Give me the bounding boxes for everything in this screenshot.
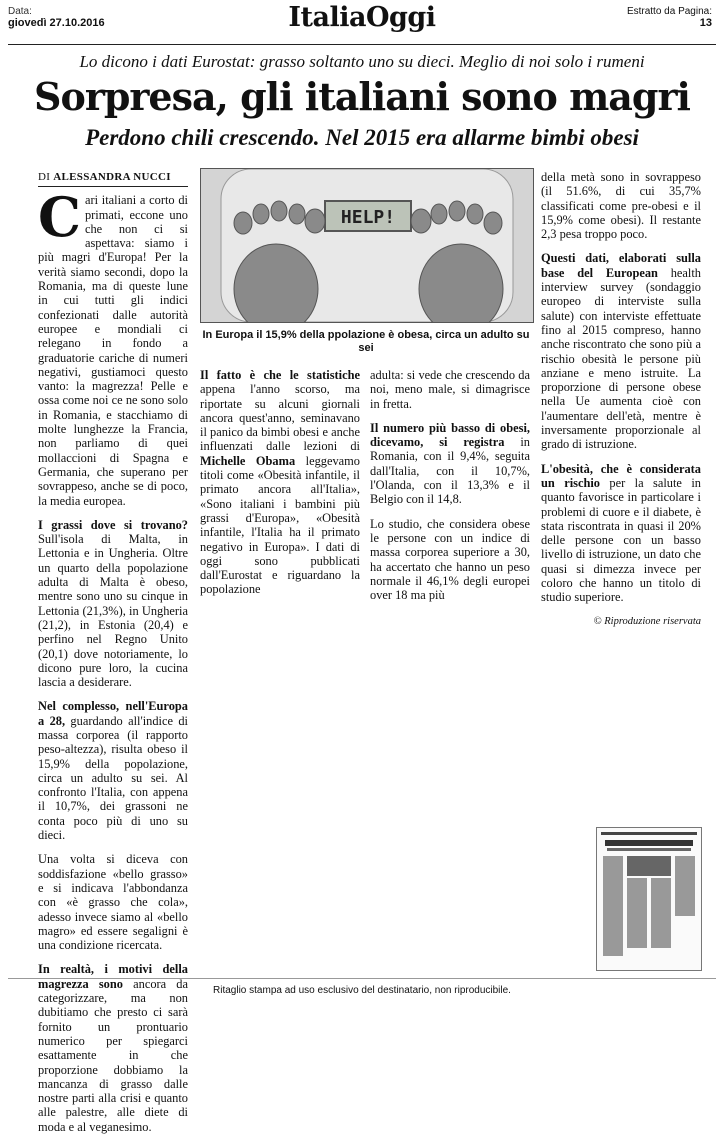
paragraph-lead: In realtà, i motivi della magrezza sono xyxy=(38,962,188,991)
paragraph xyxy=(370,368,530,411)
paragraph-text: guardando all'indice di massa corporea (il rapporto peso-altezza), risulta obeso il 15,9% della popolazione, circa un adulto su sei. Al confronto l'Italia, con appena il 10,7%, dei grassoni ne conta poco più di uno su dieci. xyxy=(38,713,189,843)
photo-caption: In Europa il 15,9% della ppolazione è obesa, circa un adulto su sei xyxy=(202,329,530,354)
paragraph xyxy=(200,368,360,597)
scale-illustration xyxy=(201,169,533,322)
paragraph-text: Lo studio, che considera obese le persone con un indice di massa corporea superiore a 30, ha accertato che hanno un peso normale il 46,1% degli europei over 18 ma più xyxy=(370,516,530,603)
column-4 xyxy=(541,170,701,629)
page-block xyxy=(627,6,712,29)
page-thumbnail-image xyxy=(597,828,701,970)
paragraph-lead: Nel complesso, nell'Europa a 28, xyxy=(38,699,188,728)
paragraph-lead: L'obesità, che è considerata un rischio xyxy=(541,461,701,490)
page-number: 13 xyxy=(699,17,712,29)
paragraph-text: ancora da categorizzare, ma non dubitiamo che presto ci sarà fornito un prontuario numerico per spiegarci esattamente in che proporzione dobbiamo la mancanza di grasso dalle nostre parti alla crisi e quanto alle palestre, alle diete di moda e al veganesimo. xyxy=(38,976,188,1134)
date-value: giovedì 27.10.2016 xyxy=(8,17,105,29)
page-thumbnail xyxy=(596,827,702,971)
paragraph-text: appena l'anno scorso, ma riportate su alcuni giornali ancora quest'anno, seminavano il panico da bimbi obesi e anche influenzati dalle lezioni di xyxy=(200,382,360,454)
column-3 xyxy=(370,368,530,612)
date-label: Data: xyxy=(8,6,32,17)
paragraph xyxy=(370,421,530,507)
byline-prefix: DI xyxy=(38,171,51,183)
page-label: Estratto da Pagina: xyxy=(626,6,712,17)
drop-cap: C xyxy=(38,185,81,250)
paragraph-text: health interview survey (sondaggio europeo di interviste sulla salute) con interviste effettuate fino al 2015 compreso, hanno anche riscontrato che sono più a rischio obesità le persone più anziane e meno istruite. La proporzione di persone obese nella Ue aumenta cioè con l'aumentare dell'età, mentre è inversamente proporzionale al grado di istruzione. xyxy=(541,265,702,452)
person-name: Michelle Obama xyxy=(200,453,296,468)
paragraph-lead: Questi dati, elaborati sulla base del European xyxy=(541,251,701,280)
article-kicker: Lo dicono i dati Eurostat: grasso soltanto uno su dieci. Meglio di noi solo i rumeni xyxy=(79,52,645,71)
column-2 xyxy=(200,368,360,607)
paragraph-text: Una volta si diceva con soddisfazione «bello grasso» e si indicava l'abbondanza con «è grasso che cola», adesso invece siamo al «bello magro» ed essere segaligni è una condizione ricercata. xyxy=(38,852,188,953)
paragraph-lead: Il fatto è che le statistiche xyxy=(200,368,360,382)
paragraph xyxy=(541,170,701,241)
paragraph-text: della metà sono in sovrappeso (il 51.6%, di cui 35,7% classificati come pre-obesi e il 15,9% come obesi). Il restante 2,3 pesa troppo poco. xyxy=(541,170,701,242)
paragraph-text: ari italiani a corto di primati, eccone uno che non ci si aspettava: siamo i più magri d'Europa! Per la verità siamo secondi, dopo la Romania, ma di queste lune in cui tutti gli indici confezionati dalle autorità europee e mondiali ci relegano in fondo a graduatorie cariche di numeri negativi, gustiamoci questo vanto: la magrezza! Pelle e ossa come noi ce ne sono solo in Romania, e stacchiamo di molte lunghezze la Francia, non parliamo di quei mollaccioni di Spagna e Germania, che superano per sovrappeso, anche se di poco, la media europea. xyxy=(38,193,188,508)
paragraph-lead: Il numero più basso di obesi, dicevamo, si registra xyxy=(370,420,530,450)
column-1 xyxy=(38,170,188,1144)
scale-display-text: HELP! xyxy=(340,207,396,228)
paragraph-text: Sull'isola di Malta, in Lettonia e in Ungheria. Oltre un quarto della popolazione adulta di Malta è obeso, mentre sono uno su cinque in Lettonia (21,3%), in Ungheria (21,2), in Estonia (20,4) e perfino nel Regno Unito (20,1) dove notoriamente, lo dicono pure loro, la cucina lascia a desiderare. xyxy=(38,532,188,690)
footer-note: Ritaglio stampa ad uso esclusivo del destinatario, non riproducibile. xyxy=(213,985,511,996)
paragraph-text: adulta: si vede che crescendo da noi, meno male, si dimagrisce in fretta. xyxy=(370,368,530,411)
paragraph-lead: I grassi dove si trovano? xyxy=(38,517,188,532)
paragraph xyxy=(38,185,188,508)
article-headline: Sorpresa, gli italiani sono magri xyxy=(34,74,690,119)
masthead-logo: ItaliaOggi xyxy=(288,2,436,33)
header-rule xyxy=(8,44,716,45)
paragraph-text: leggevamo titoli come «Obesità infantile, il primato ancora all'Italia», «Sono italiani i bambini più grassi d'Europa», «Obesità infantile, l'Italia ha il primato negativo in Europa». I dati di oggi sono pubblicati dall'Eurostat e riguardano la popolazione xyxy=(200,453,360,597)
scale-photo xyxy=(200,168,534,323)
byline-author: ALESSANDRA NUCCI xyxy=(53,171,171,183)
paragraph-text: per la salute in quanto favorisce in particolare i problemi di cuore e il diabete, è stata riscontrata in quasi il 20% delle persone con un basso livello di istruzione, un dato che quasi si dimezza invece per coloro che hanno un titolo di studio superiore. xyxy=(541,475,701,605)
paragraph xyxy=(38,699,188,842)
copyright-signature: © Riproduzione riservata xyxy=(593,615,701,627)
paragraph xyxy=(541,462,701,605)
paragraph xyxy=(38,852,188,952)
footer-rule xyxy=(8,978,716,979)
article-subheadline: Perdono chili crescendo. Nel 2015 era allarme bimbi obesi xyxy=(85,125,639,150)
paragraph xyxy=(541,251,701,451)
paragraph xyxy=(38,518,188,690)
paragraph xyxy=(370,517,530,603)
paragraph-text: in Romania, con il 9,4%, seguita dall'Italia, con il 10,7%, l'Olanda, con il 13,3% e il Belgio con il 14,8. xyxy=(370,435,530,507)
